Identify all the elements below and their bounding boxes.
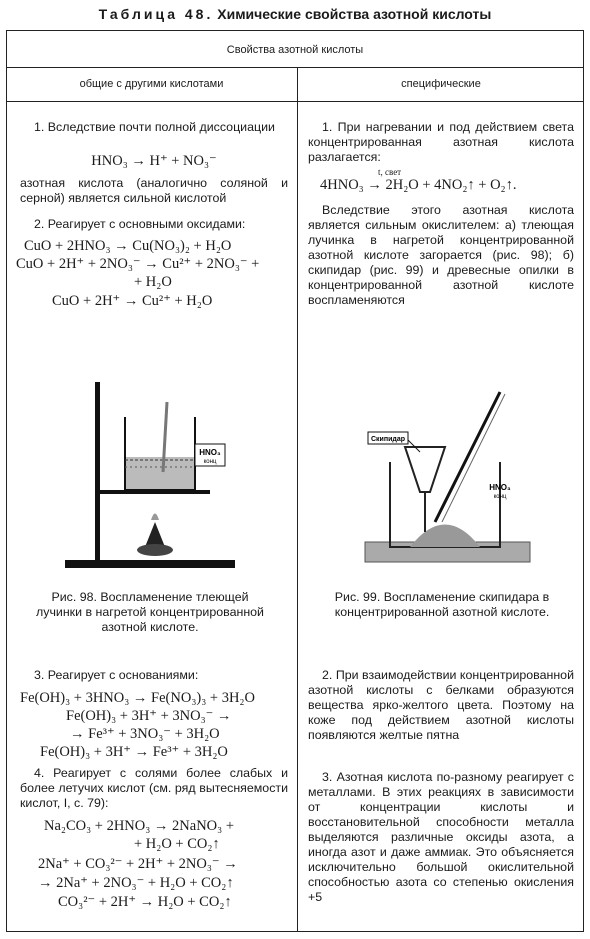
svg-text:HNO₃: HNO₃ [489,483,511,492]
column-header-specific: специфические [401,78,481,90]
table-title: Химические свойства азотной кислоты [217,6,492,22]
left-paragraph-1b: азотная кислота (аналогично соляной и серной) является сильной кислотой [20,176,288,205]
svg-text:конц: конц [493,494,507,500]
right-paragraph-1: 1. При нагревании и под действием света концентрированная азотная кислота разлагается: [308,120,574,164]
figure-99-caption: Рис. 99. Воспламенение скипидара в концентрированной азотной кислоте. [334,590,550,619]
left-equation-3c: → Fe³⁺ + 3NO₃⁻ + 3H₂O [70,726,220,742]
left-equation-2a: CuO + 2HNO₃ → Cu(NO₃)₂ + H₂O [24,238,232,254]
left-equation-3a: Fe(OH)₃ + 3HNO₃ → Fe(NO₃)₃ + 3H₂O [20,690,255,706]
subheader-divider [6,101,584,102]
table-header: Свойства азотной кислоты [226,44,364,56]
right-equation-1: 4HNO₃ → 2H₂O + 4NO₂↑ + O₂↑. [320,177,517,193]
left-paragraph-4: 4. Реагирует с солями более слабых и более летучих кислот (см. ряд вытесняемости кислот, I, с. 79): [20,766,288,810]
right-paragraph-3: 3. Азотная кислота по-разному реагирует с металлами. В этих реакциях в зависимости от концентрации кислоты и восстановительной способности металла выделяются различные оксиды азота, а иногда азот и даже аммиак. Это объясняется исключительно большой окислительной способностью азота со степенью окисления +5 [308,770,574,904]
right-equation-1-condition: t, свет [378,167,402,177]
left-equation-4d: → 2Na⁺ + 2NO₃⁻ + H₂O + CO₂↑ [38,875,234,891]
figure-98-illustration [55,372,240,582]
left-equation-2c: + H₂O [134,274,172,290]
left-equation-4c: 2Na⁺ + CO₃²⁻ + 2H⁺ + 2NO₃⁻ → [38,856,238,872]
left-equation-4e: CO₃²⁻ + 2H⁺ → H₂O + CO₂↑ [58,894,232,910]
svg-text:Скипидар: Скипидар [370,436,406,443]
left-paragraph-3: 3. Реагирует с основаниями: [34,668,199,682]
figure-98-caption: Рис. 98. Воспламенение тлеющей лучинки в нагретой концентрированной азотной кислоте. [36,590,264,634]
svg-text:конц: конц [203,459,217,465]
column-divider [297,68,298,932]
left-equation-2d: CuO + 2H⁺ → Cu²⁺ + H₂O [52,293,213,309]
right-paragraph-1b: Вследствие этого азотная кислота является сильным окислителем: а) тлеющая лучинка в нагретой концентрированной азотной кислоте загорается (рис. 98); б) скипидар (рис. 99) и древесные опилки в концентрированной азотной кислоте воспламеняются [308,203,574,307]
figure-99-illustration [350,372,540,577]
left-equation-2b: CuO + 2H⁺ + 2NO₃⁻ → Cu²⁺ + 2NO₃⁻ + [16,256,260,272]
left-paragraph-1: 1. Вследствие почти полной диссоциации [34,120,275,134]
left-paragraph-2: 2. Реагирует с основными оксидами: [34,217,246,231]
left-equation-1: HNO₃ → H⁺ + NO₃⁻ [91,153,217,169]
svg-text:HNO₃: HNO₃ [199,448,221,457]
left-equation-3d: Fe(OH)₃ + 3H⁺ → Fe³⁺ + 3H₂O [40,744,228,760]
column-header-general: общие с другими кислотами [79,78,224,90]
right-paragraph-2: 2. При взаимодействии концентрированной азотной кислоты с белками образуются вещества ярко-желтого цвета. Поэтому на коже под действием азотной кислоты появляются желтые пятна [308,668,574,742]
page-title [0,6,590,22]
left-equation-4b: + H₂O + CO₂↑ [134,836,220,852]
left-equation-3b: Fe(OH)₃ + 3H⁺ + 3NO₃⁻ → [66,708,232,724]
header-divider [6,67,584,68]
table-number: Таблица 48. [98,6,214,22]
left-equation-4a: Na₂CO₃ + 2HNO₃ → 2NaNO₃ + [44,818,235,834]
